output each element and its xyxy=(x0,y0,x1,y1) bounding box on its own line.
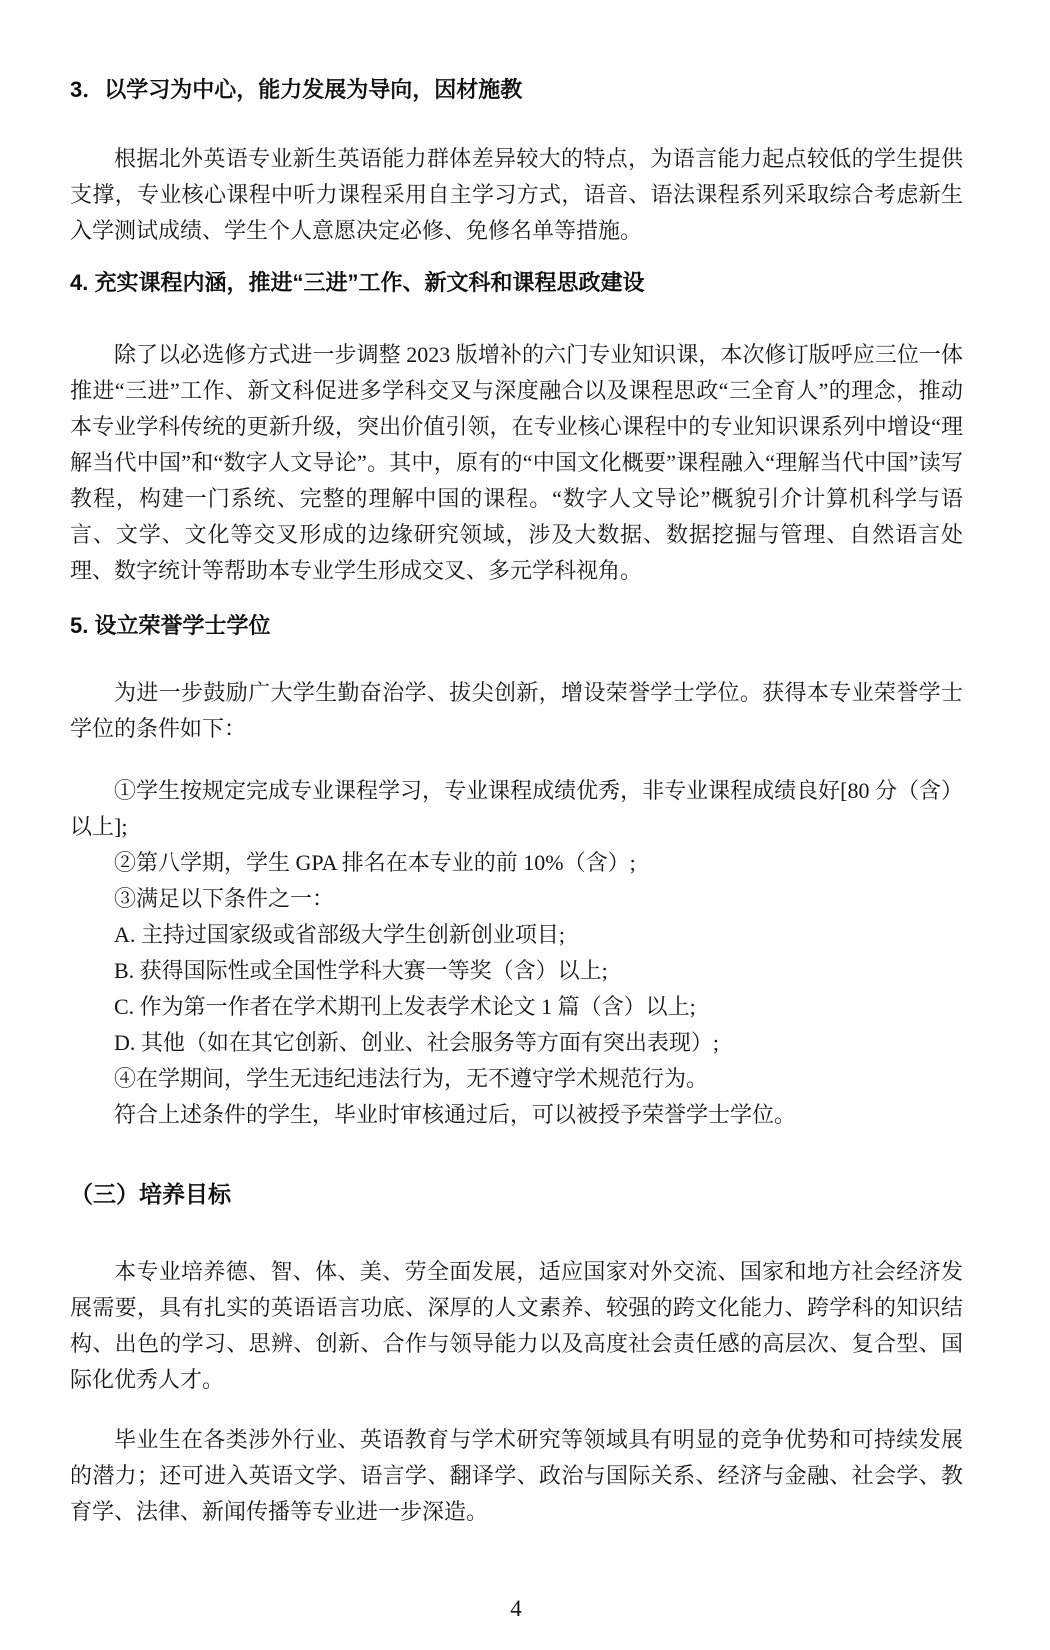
honor-condition-item: ④在学期间，学生无违纪违法行为，无不遵守学术规范行为。 xyxy=(114,1066,709,1091)
section-4-heading: 4. 充实课程内涵，推进“三进”工作、新文科和课程思政建设 xyxy=(70,270,645,295)
honor-degree-conditions-list xyxy=(70,773,963,1133)
honor-condition-closing: 符合上述条件的学生，毕业时审核通过后，可以被授予荣誉学士学位。 xyxy=(114,1102,797,1127)
honor-condition-item: D. 其他（如在其它创新、创业、社会服务等方面有突出表现）; xyxy=(114,1030,720,1055)
section-4-paragraph: 除了以必选修方式进一步调整 2023 版增补的六门专业知识课，本次修订版呼应三位一体推进“三进”工作、新文科促进多学科交叉与深度融合以及课程思政“三全育人”的理念，推动本专业学科传统的更新升级，突出价值引领，在专业核心课程中的专业知识课系列中增设“理解当代中国”和“数字人文导论”。其中，原有的“中国文化概要”课程融入“理解当代中国”读写教程，构建一门系统、完整的理解中国的课程。“数字人文导论”概貌引介计算机科学与语言、文学、文化等交叉形成的边缘研究领域，涉及大数据、数据挖掘与管理、自然语言处理、数字统计等帮助本专业学生形成交叉、多元学科视角。 xyxy=(70,342,963,583)
page-number: 4 xyxy=(510,1596,522,1621)
honor-condition-item: ③满足以下条件之一： xyxy=(114,886,335,911)
training-objectives-paragraph-1: 本专业培养德、智、体、美、劳全面发展，适应国家对外交流、国家和地方社会经济发展需要，具有扎实的英语语言功底、深厚的人文素养、较强的跨文化能力、跨学科的知识结构、出色的学习、思辨、创新、合作与领导能力以及高度社会责任感的高层次、复合型、国际化优秀人才。 xyxy=(70,1259,963,1392)
section-5-heading: 5. 设立荣誉学士学位 xyxy=(70,613,271,638)
honor-condition-item: ①学生按规定完成专业课程学习，专业课程成绩优秀，非专业课程成绩良好[80 分（含）以上]; xyxy=(70,778,963,839)
training-objectives-heading: （三）培养目标 xyxy=(70,1181,231,1207)
training-objectives-paragraph-2: 毕业生在各类涉外行业、英语教育与学术研究等领域具有明显的竞争优势和可持续发展的潜力；还可进入英语文学、语言学、翻译学、政治与国际关系、经济与金融、社会学、教育学、法律、新闻传播等专业进一步深造。 xyxy=(70,1427,963,1524)
section-3-paragraph: 根据北外英语专业新生英语能力群体差异较大的特点，为语言能力起点较低的学生提供支撑，专业核心课程中听力课程采用自主学习方式，语音、语法课程系列采取综合考虑新生入学测试成绩、学生个人意愿决定必修、免修名单等措施。 xyxy=(70,146,963,243)
honor-condition-item: C. 作为第一作者在学术期刊上发表学术论文 1 篇（含）以上; xyxy=(114,994,696,1019)
honor-condition-item: A. 主持过国家级或省部级大学生创新创业项目; xyxy=(114,922,566,947)
honor-condition-item: ②第八学期，学生 GPA 排名在本专业的前 10%（含）; xyxy=(114,850,636,875)
honor-condition-item: B. 获得国际性或全国性学科大赛一等奖（含）以上; xyxy=(114,958,608,983)
section-5-intro-paragraph: 为进一步鼓励广大学生勤奋治学、拔尖创新，增设荣誉学士学位。获得本专业荣誉学士学位的条件如下： xyxy=(70,680,963,741)
section-3-heading: 3．以学习为中心，能力发展为导向，因材施教 xyxy=(70,77,523,102)
